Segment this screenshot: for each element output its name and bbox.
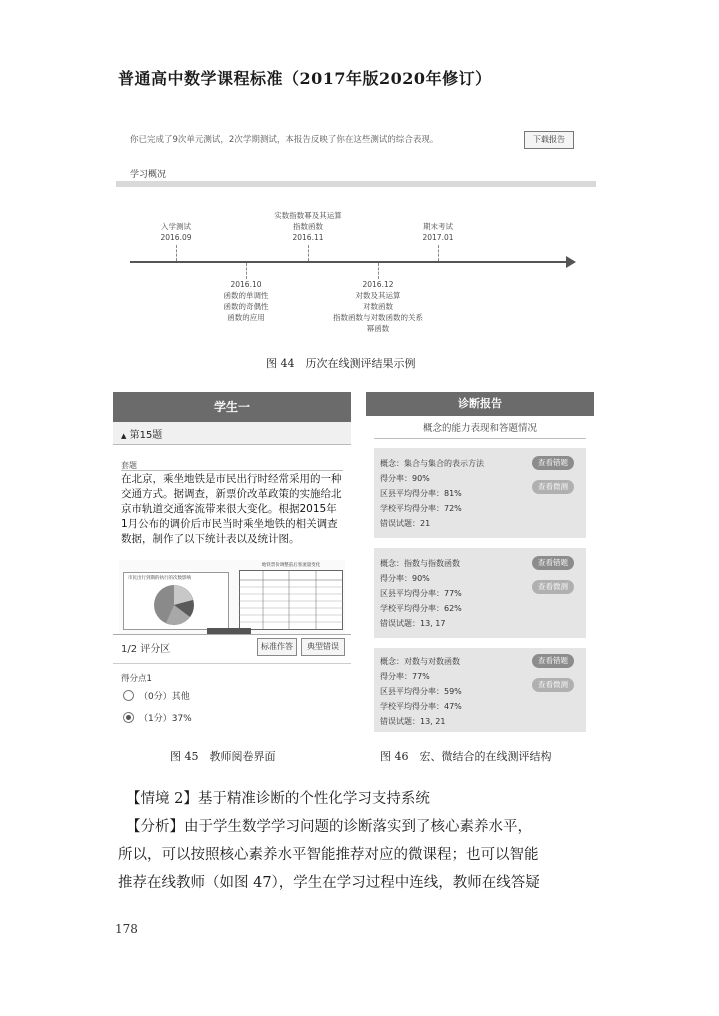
event-date: 2016.12 [362, 280, 394, 289]
card-concept: 概念：集合与集合的表示方法 [380, 459, 484, 468]
question-stem-text: 在北京，乘坐地铁是市民出行时经常采用的一种交通方式。据调查，新票价改革政策的实施给北京市轨道交通客流带来很大变化。根据2015年1月公布的调价后市民当时乘坐地铁的相关调查数据，制作了以下统计表以及统计图。 [121, 473, 342, 545]
card-school: 学校平均得分率：62% [380, 604, 462, 613]
timeline-event-entrance [116, 221, 236, 243]
table-grid [239, 570, 343, 630]
option-radio-1[interactable] [123, 712, 134, 723]
download-report-button[interactable]: 下载报告 [524, 131, 574, 149]
timeline-event-final [378, 221, 498, 243]
pie-chart-title: 市民出行到期的执行的次数影响 [128, 576, 191, 581]
card-district: 区县平均得分率：59% [380, 687, 462, 696]
concept-card-2 [374, 648, 586, 732]
score-point-label: 得分点1 [121, 674, 152, 684]
timeline-dash [246, 263, 247, 279]
pie-chart-figure [123, 572, 229, 630]
question-figures [119, 560, 345, 634]
subtitle-divider [374, 438, 586, 439]
event-label: 函数的奇偶性 [223, 302, 269, 311]
stem-title: 套题 [121, 461, 137, 470]
figure-46-diagnosis-report [366, 392, 594, 732]
event-label: 指数函数与对数函数的关系 [333, 313, 423, 322]
event-label: 函数的应用 [227, 313, 265, 322]
card-district: 区县平均得分率：81% [380, 489, 462, 498]
pie-chart-graphic [152, 583, 196, 627]
event-date: 2016.10 [230, 280, 262, 289]
card-concept: 概念：指数与指数函数 [380, 559, 460, 568]
question-selector[interactable] [121, 426, 162, 441]
timeline-event-logarithm [318, 279, 438, 334]
option-label-1: （1分）37% [139, 714, 192, 724]
figure-44-caption: 图 44 历次在线测评结果示例 [266, 357, 416, 370]
report-subtitle: 概念的能力表现和答题情况 [422, 423, 537, 434]
view-micro-test-button[interactable]: 查看微测 [532, 480, 574, 494]
event-label: 对数函数 [363, 302, 393, 311]
report-header: 诊断报告 [366, 392, 594, 416]
table-title: 地铁票价调整前后客流量变化 [261, 563, 321, 568]
event-label: 实数指数幂及其运算 [274, 211, 342, 220]
view-micro-test-button[interactable]: 查看微测 [532, 678, 574, 692]
event-label: 入学测试 [161, 222, 191, 231]
concept-card-1 [374, 548, 586, 638]
page-number: 178 [115, 922, 138, 936]
view-mistakes-button[interactable]: 查看错题 [532, 556, 574, 570]
analysis-line-3: 推荐在线教师（如图 47），学生在学习过程中连线，教师在线答疑 [118, 875, 540, 891]
question-label: 第15题 [129, 430, 163, 441]
event-label: 幂函数 [366, 324, 390, 333]
figure-45-caption: 图 45 教师阅卷界面 [170, 750, 276, 763]
card-concept: 概念：对数与对数函数 [380, 657, 460, 666]
scenario-heading: 【情境 2】基于精准诊断的个性化学习支持系统 [126, 791, 430, 807]
event-label: 函数的单调性 [223, 291, 269, 300]
event-date: 2017.01 [422, 233, 454, 242]
data-table-figure [239, 562, 343, 634]
timeline-dash [176, 245, 177, 261]
card-errors: 错误试题：21 [380, 519, 431, 528]
card-school: 学校平均得分率：72% [380, 504, 462, 513]
card-score: 得分率：90% [380, 574, 430, 583]
event-date: 2016.09 [160, 233, 192, 242]
overview-label: 学习概况 [130, 170, 167, 180]
analysis-line-1: 【分析】由于学生数学学习问题的诊断落实到了核心素养水平， [126, 819, 532, 835]
timeline-dash [308, 245, 309, 261]
event-date: 2016.11 [292, 233, 324, 242]
standard-answer-button[interactable]: 标准作答 [257, 638, 297, 656]
event-label: 对数及其运算 [355, 291, 401, 300]
view-mistakes-button[interactable]: 查看错题 [532, 456, 574, 470]
timeline-event-function [186, 279, 306, 323]
typical-error-button[interactable]: 典型错误 [301, 638, 345, 656]
figure-46-caption: 图 46 宏、微结合的在线测评结构 [380, 750, 552, 763]
card-errors: 错误试题：13, 17 [380, 619, 446, 628]
page-header-title: 普通高中数学课程标准（2017年版2020年修订） [118, 69, 492, 88]
concept-card-0 [374, 448, 586, 538]
timeline-dash [438, 245, 439, 261]
timeline-event-exponent [248, 210, 368, 243]
figure-44-report [116, 115, 596, 340]
stem-divider [121, 470, 343, 471]
caret-up-icon: ▲ [121, 432, 127, 440]
event-label: 指数函数 [293, 222, 323, 231]
card-district: 区县平均得分率：77% [380, 589, 462, 598]
analysis-line-2: 所以，可以按照核心素养水平智能推荐对应的微课程；也可以智能 [118, 847, 539, 863]
figure-45-grading-ui [113, 392, 351, 732]
timeline-arrow-icon [566, 256, 576, 268]
card-score: 得分率：77% [380, 672, 430, 681]
view-micro-test-button[interactable]: 查看微测 [532, 580, 574, 594]
timeline-dash [378, 263, 379, 279]
option-radio-0[interactable] [123, 690, 134, 701]
student-header: 学生一 [113, 392, 351, 422]
report-notice: 你已完成了9次单元测试，2次学期测试，本报告反映了你在这些测试的综合表现。 [130, 135, 439, 145]
score-area-label: 1/2 评分区 [121, 644, 171, 655]
card-score: 得分率：90% [380, 474, 430, 483]
card-school: 学校平均得分率：47% [380, 702, 462, 711]
event-label: 期末考试 [423, 222, 453, 231]
timeline-axis [130, 261, 570, 263]
card-errors: 错误试题：13, 21 [380, 717, 446, 726]
view-mistakes-button[interactable]: 查看错题 [532, 654, 574, 668]
overview-divider [116, 181, 596, 187]
option-label-0: （0分）其他 [139, 692, 190, 702]
